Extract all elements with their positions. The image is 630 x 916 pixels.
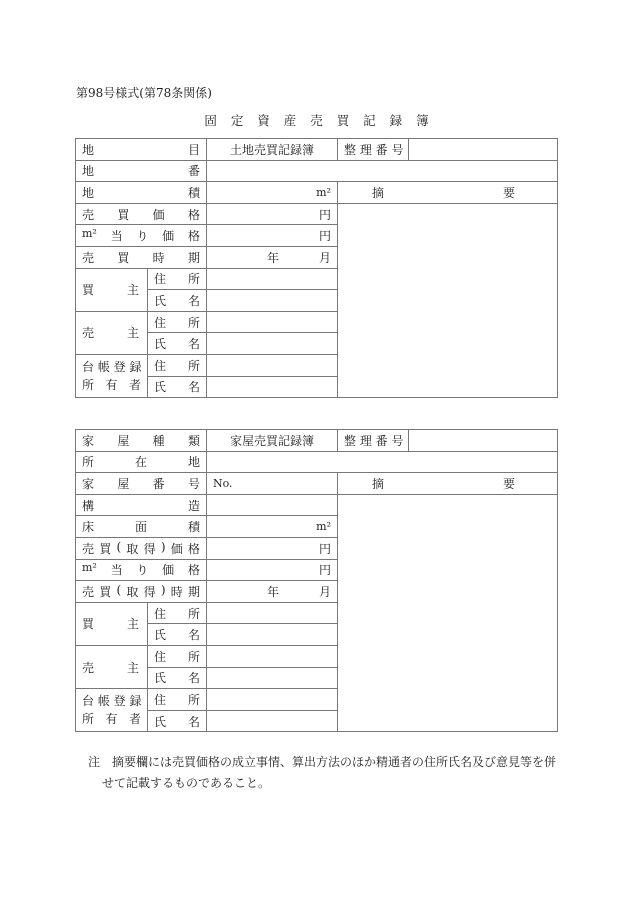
label-house-number: 家 屋 番 号 (76, 473, 207, 495)
footnote-line-1: 注 摘要欄には売買価格の成立事情、算出方法のほか精通者の住所氏名及び意見等を併 (88, 755, 557, 769)
label-sale-date: 売 買 時 期 (76, 246, 207, 268)
label-name: 氏 名 (148, 710, 207, 732)
house-row-location (76, 451, 558, 473)
house-sale-date-field[interactable]: 年 月 (207, 581, 338, 603)
land-area-field[interactable] (207, 182, 338, 204)
land-seller-name-field[interactable] (207, 333, 338, 355)
land-row-chiban (76, 160, 558, 182)
land-row-chimoku (76, 139, 558, 161)
land-reference-number-field[interactable] (409, 139, 558, 161)
label-name: 氏 名 (148, 624, 207, 646)
label-registered-owner: 台 帳 登 録 所 有 者 (76, 689, 148, 732)
label-seller: 売 主 (76, 311, 148, 354)
house-location-field[interactable] (207, 451, 558, 473)
house-sales-record-table (75, 429, 558, 732)
land-book-name: 土地売買記録簿 (207, 139, 338, 161)
land-owner-address-field[interactable] (207, 354, 338, 376)
form-number: 第98号様式(第78条関係) (76, 86, 212, 100)
land-sale-date-field[interactable]: 年 月 (207, 246, 338, 268)
label-chimoku: 地 目 (76, 139, 207, 161)
house-buyer-address-field[interactable] (207, 602, 338, 624)
land-buyer-address-field[interactable] (207, 268, 338, 290)
unit-yen: 円 (318, 541, 331, 556)
label-structure: 構 造 (76, 494, 207, 516)
label-chiseki: 地 積 (76, 182, 207, 204)
house-structure-field[interactable] (207, 494, 338, 516)
house-row-number (76, 473, 558, 495)
label-address: 住 所 (148, 311, 207, 333)
house-buyer-name-field[interactable] (207, 624, 338, 646)
label-buyer: 買 主 (76, 602, 148, 645)
label-house-type: 家 屋 種 類 (76, 430, 207, 452)
label-address: 住 所 (148, 268, 207, 290)
remarks-header: 摘 要 (338, 182, 558, 204)
unit-sqm: m² (316, 520, 331, 534)
house-reference-number-field[interactable] (409, 430, 558, 452)
label-name: 氏 名 (148, 290, 207, 312)
land-row-chiseki (76, 182, 558, 204)
unit-sqm: m² (316, 185, 331, 199)
label-registered-owner: 台 帳 登 録 所 有 者 (76, 354, 148, 397)
label-reference-number: 整 理 番 号 (338, 139, 409, 161)
house-row-structure (76, 494, 558, 516)
label-name: 氏 名 (148, 333, 207, 355)
footnote (88, 752, 558, 794)
document-title: 固 定 資 産 売 買 記 録 簿 (204, 113, 434, 128)
label-acquisition-price: 売 買 ( 取 得 ) 価 格 (76, 537, 207, 559)
land-owner-name-field[interactable] (207, 376, 338, 398)
label-address: 住 所 (148, 602, 207, 624)
label-address: 住 所 (148, 645, 207, 667)
house-floor-area-field[interactable] (207, 516, 338, 538)
land-seller-address-field[interactable] (207, 311, 338, 333)
house-unit-price-field[interactable] (207, 559, 338, 581)
land-buyer-name-field[interactable] (207, 290, 338, 312)
house-book-name: 家屋売買記録簿 (207, 430, 338, 452)
label-name: 氏 名 (148, 376, 207, 398)
house-seller-name-field[interactable] (207, 667, 338, 689)
unit-yen: 円 (318, 229, 331, 244)
house-seller-address-field[interactable] (207, 645, 338, 667)
land-remarks-field[interactable] (338, 203, 558, 397)
label-address: 住 所 (148, 354, 207, 376)
land-sales-record-table (75, 138, 558, 398)
unit-yen: 円 (318, 563, 331, 578)
label-reference-number: 整 理 番 号 (338, 430, 409, 452)
house-owner-address-field[interactable] (207, 689, 338, 711)
label-name: 氏 名 (148, 667, 207, 689)
house-number-field[interactable] (207, 473, 338, 495)
house-owner-name-field[interactable] (207, 710, 338, 732)
label-sale-price: 売 買 価 格 (76, 203, 207, 225)
house-row-type (76, 430, 558, 452)
label-floor-area: 床 面 積 (76, 516, 207, 538)
label-unit-price: m² 当 り 価 格 (76, 559, 207, 581)
remarks-header: 摘 要 (338, 473, 558, 495)
land-row-price (76, 203, 558, 225)
label-acquisition-date: 売 買 ( 取 得 ) 時 期 (76, 581, 207, 603)
label-unit-price: m² 当 り 価 格 (76, 225, 207, 247)
label-buyer: 買 主 (76, 268, 148, 311)
label-seller: 売 主 (76, 645, 148, 688)
unit-yen: 円 (318, 207, 331, 222)
land-chiban-field[interactable] (207, 160, 558, 182)
land-unit-price-field[interactable] (207, 225, 338, 247)
house-remarks-field[interactable] (338, 494, 558, 732)
label-location: 所 在 地 (76, 451, 207, 473)
house-price-field[interactable] (207, 537, 338, 559)
land-price-field[interactable] (207, 203, 338, 225)
number-prefix: No. (213, 477, 233, 491)
label-chiban: 地 番 (76, 160, 207, 182)
footnote-line-2: せて記載するものであること。 (102, 776, 271, 790)
label-address: 住 所 (148, 689, 207, 711)
